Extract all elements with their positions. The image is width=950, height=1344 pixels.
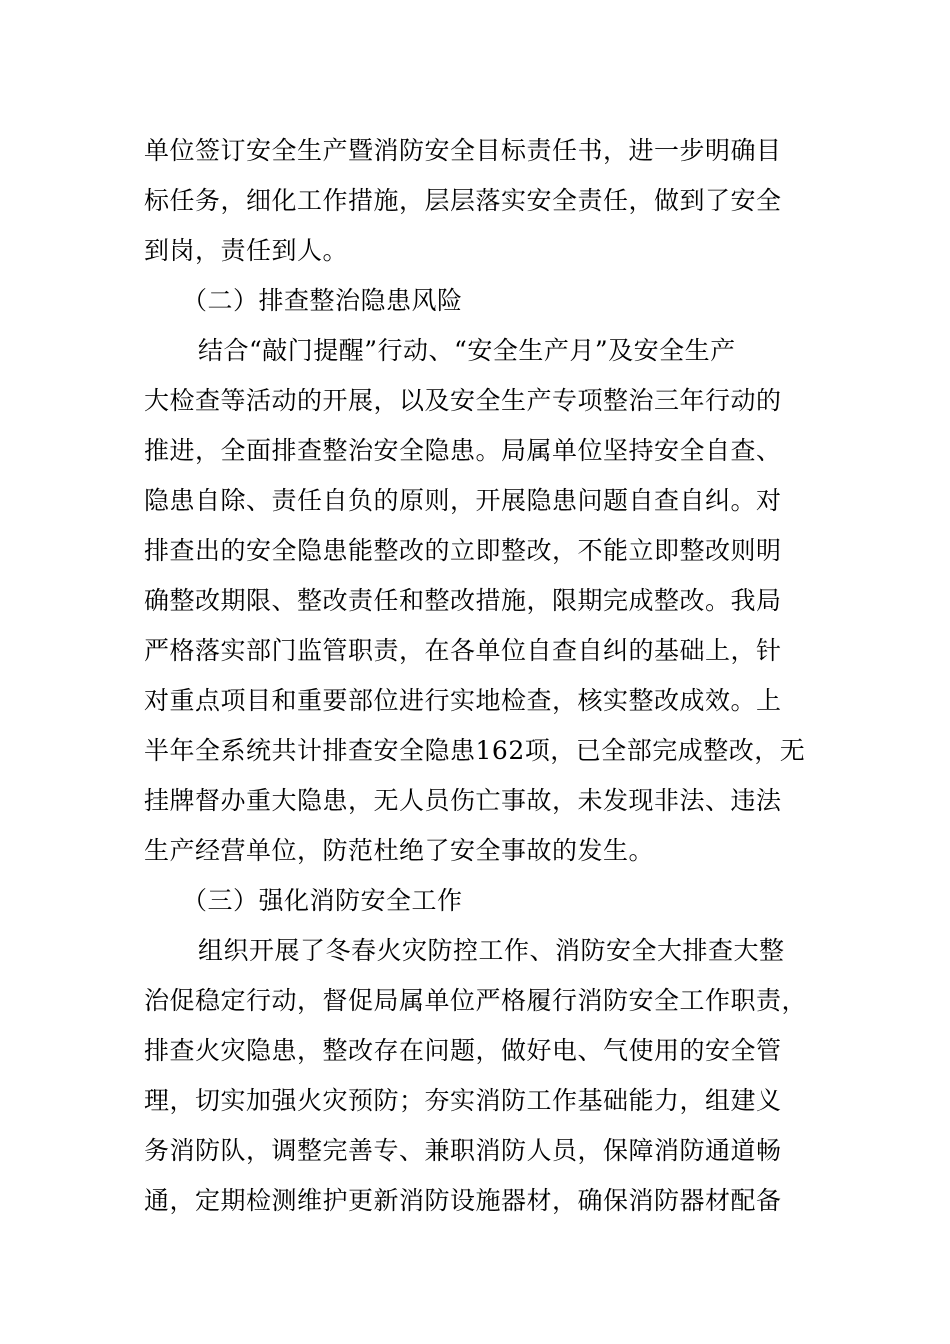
paragraph-1-line-1: 单位签订安全生产暨消防安全目标责任书，进一步明确目	[144, 136, 782, 165]
paragraph-3-line-2: 治促稳定行动，督促局属单位严格履行消防安全工作职责，	[144, 986, 808, 1015]
paragraph-2-line-9: 半年全系统共计排查安全隐患162项，已全部完成整改，无	[144, 736, 806, 765]
paragraph-2-line-2: 大检查等活动的开展，以及安全生产专项整治三年行动的	[144, 386, 782, 415]
paragraph-3-line-5: 务消防队，调整完善专、兼职消防人员，保障消防通道畅	[144, 1136, 782, 1165]
paragraph-1-line-3: 到岗，责任到人。	[144, 236, 349, 265]
paragraph-2-line-1: 结合“敲门提醒”行动、“安全生产月”及安全生产	[198, 336, 736, 365]
paragraph-2-line-6: 确整改期限、整改责任和整改措施，限期完成整改。我局	[144, 586, 782, 615]
paragraph-2-line-4: 隐患自除、责任自负的原则，开展隐患问题自查自纠。对	[144, 486, 782, 515]
paragraph-2-line-3: 推进，全面排查整治安全隐患。局属单位坚持安全自查、	[144, 436, 782, 465]
section-heading-2: （二）排查整治隐患风险	[182, 286, 463, 315]
paragraph-3-line-1: 组织开展了冬春火灾防控工作、消防安全大排查大整	[198, 936, 785, 965]
paragraph-1-line-2: 标任务，细化工作措施，层层落实安全责任，做到了安全	[144, 186, 782, 215]
paragraph-2-line-11: 生产经营单位，防范杜绝了安全事故的发生。	[144, 836, 655, 865]
paragraph-3-line-4: 理，切实加强火灾预防；夯实消防工作基础能力，组建义	[144, 1086, 782, 1115]
paragraph-2-line-8: 对重点项目和重要部位进行实地检查，核实整改成效。上	[144, 686, 782, 715]
paragraph-2-line-7: 严格落实部门监管职责，在各单位自查自纠的基础上，针	[144, 636, 782, 665]
section-heading-3: （三）强化消防安全工作	[182, 886, 463, 915]
paragraph-2-line-10: 挂牌督办重大隐患，无人员伤亡事故，未发现非法、违法	[144, 786, 782, 815]
paragraph-3-line-6: 通，定期检测维护更新消防设施器材，确保消防器材配备	[144, 1186, 782, 1215]
paragraph-3-line-3: 排查火灾隐患，整改存在问题，做好电、气使用的安全管	[144, 1036, 782, 1065]
paragraph-2-line-5: 排查出的安全隐患能整改的立即整改，不能立即整改则明	[144, 536, 782, 565]
